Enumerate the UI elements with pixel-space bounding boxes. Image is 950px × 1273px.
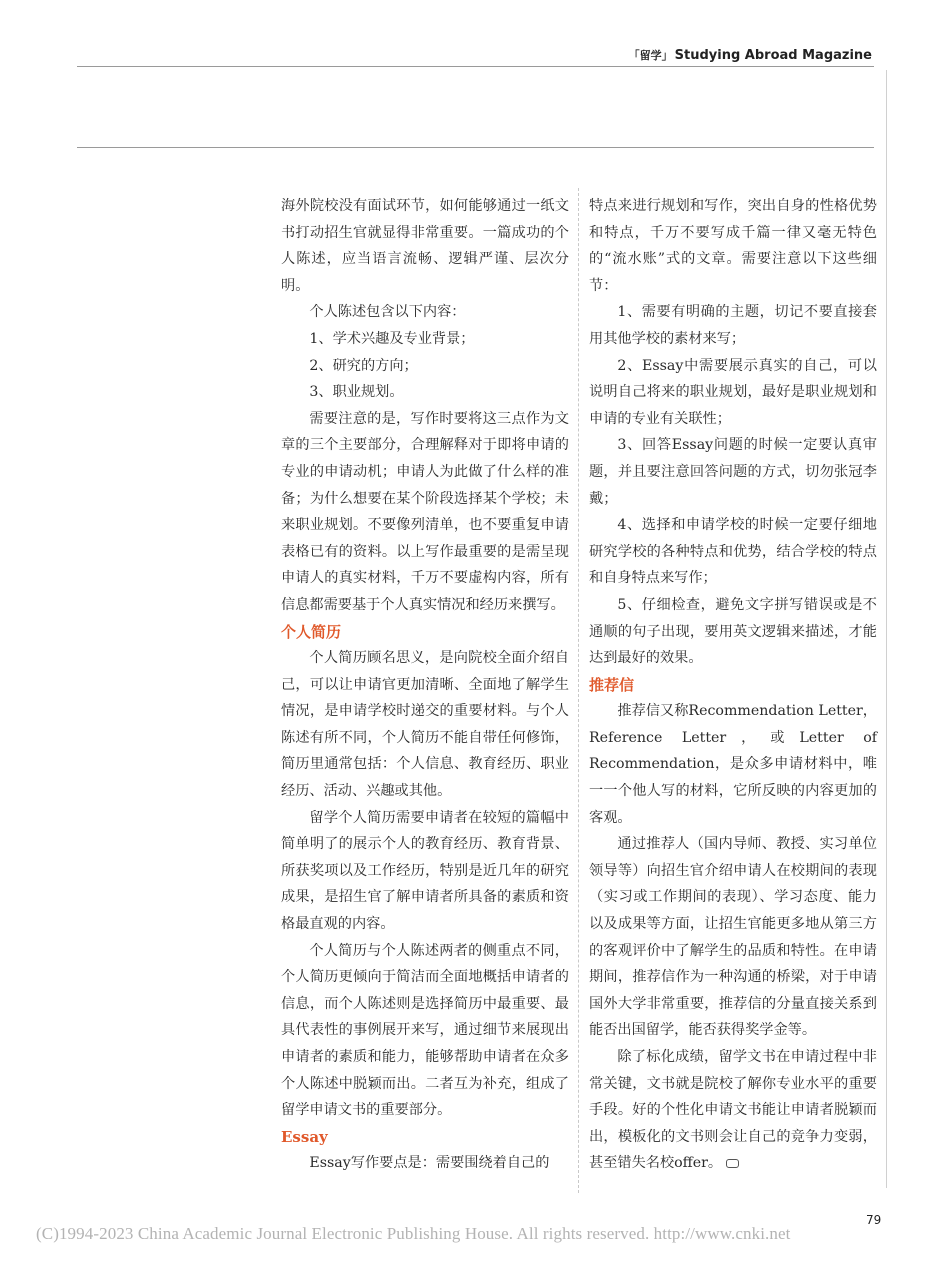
section-heading-essay: Essay [281, 1127, 328, 1146]
paragraph: Essay写作要点是：需要围绕着自己的 [309, 1155, 550, 1172]
left-column [281, 193, 569, 1177]
masthead [629, 47, 872, 63]
page-edge-line [886, 70, 887, 1188]
paragraph: 个人简历顾名思义，是向院校全面介绍自己，可以让申请官更加清晰、全面地了解学生情况，是申请学校时递交的重要材料。与个人陈述有所不同，个人简历不能自带任何修饰，简历里通常包括：个人信息、教育经历、职业经历、活动、兴趣或其他。 [281, 650, 569, 800]
list-item: 5、仔细检查，避免文字拼写错误或是不通顺的句子出现，要用英文逻辑来描述，才能达到最好的效果。 [589, 596, 877, 667]
paragraph: 特点来进行规划和写作，突出自身的性格优势和特点，千万不要写成千篇一律又毫无特色的“流水账”式的文章。需要注意以下这些细节： [589, 198, 877, 294]
paragraph: 个人简历与个人陈述两者的侧重点不同，个人简历更倾向于简洁而全面地概括申请者的信息，而个人陈述则是选择简历中最重要、最具代表性的事例展开来写，通过细节来展现出申请者的素质和能力，能够帮助申请者在众多个人陈述中脱颖而出。二者互为补充，组成了留学申请文书的重要部分。 [281, 942, 569, 1119]
paragraph: 个人陈述包含以下内容： [309, 304, 466, 321]
section-heading-recommendation: 推荐信 [589, 675, 635, 694]
paragraph: 通过推荐人（国内导师、教授、实习单位领导等）向招生官介绍申请人在校期间的表现（实习或工作期间的表现）、学习态度、能力以及成果等方面，让招生官能更多地从第三方的客观评价中了解学生的品质和特性。在申请期间，推荐信作为一种沟通的桥梁，对于申请国外大学非常重要，推荐信的分量直接关系到能否出国留学，能否获得奖学金等。 [589, 836, 877, 1039]
list-item: 1、需要有明确的主题，切记不要直接套用其他学校的素材来写； [589, 304, 877, 347]
page-number: 79 [866, 1213, 882, 1227]
paragraph: 需要注意的是，写作时要将这三点作为文章的三个主要部分，合理解释对于即将申请的专业的申请动机；申请人为此做了什么样的准备；为什么想要在某个阶段选择某个学校；未来职业规划。不要像列清单，也不要重复申请表格已有的资料。以上写作最重要的是需呈现申请人的真实材料，千万不要虚构内容，所有信息都需要基于个人真实情况和经历来撰写。 [281, 410, 569, 613]
column-divider [578, 188, 579, 1193]
list-item: 3、回答Essay问题的时候一定要认真审题，并且要注意回答问题的方式，切勿张冠李戴； [589, 437, 877, 507]
paragraph: 海外院校没有面试环节，如何能够通过一纸文书打动招生官就显得非常重要。一篇成功的个人陈述，应当语言流畅、逻辑严谨、层次分明。 [281, 198, 569, 294]
section-rule [77, 147, 874, 148]
end-mark-icon [726, 1159, 739, 1168]
list-item: 2、研究的方向； [309, 357, 418, 374]
paragraph [589, 1044, 877, 1177]
paragraph-text: 除了标化成绩，留学文书在申请过程中非常关键，文书就是院校了解你专业水平的重要手段。好的个性化申请文书能让申请者脱颖而出，模板化的文书则会让自己的竞争力变弱，甚至错失名校offer。 [589, 1049, 877, 1172]
copyright-watermark: (C)1994-2023 China Academic Journal Electronic Publishing House. All rights reserved. http://www.cnki.net [36, 1224, 791, 1243]
paragraph: 推荐信又称Recommendation Letter，Reference Letter，或Letter of Recommendation，是众多申请材料中，唯一一个他人写的材料，它所反映的内容更加的客观。 [589, 703, 877, 826]
magazine-logo: 「留学」 [628, 49, 673, 62]
list-item: 4、选择和申请学校的时候一定要仔细地研究学校的各种特点和优势，结合学校的特点和自身特点来写作； [589, 517, 877, 587]
list-item: 3、职业规划。 [309, 384, 404, 401]
paragraph: 留学个人简历需要申请者在较短的篇幅中简单明了的展示个人的教育经历、教育背景、所获奖项以及工作经历，特别是近几年的研究成果，是招生官了解申请者所具备的素质和资格最直观的内容。 [281, 809, 569, 933]
header-rule [77, 66, 874, 67]
section-heading-resume: 个人简历 [281, 622, 342, 641]
list-item: 1、学术兴趣及专业背景； [309, 330, 475, 347]
magazine-name: Studying Abroad Magazine [674, 47, 872, 63]
list-item: 2、Essay中需要展示真实的自己，可以说明自己将来的职业规划，最好是职业规划和申请的专业有关联性； [589, 357, 877, 427]
right-column [589, 193, 877, 1177]
